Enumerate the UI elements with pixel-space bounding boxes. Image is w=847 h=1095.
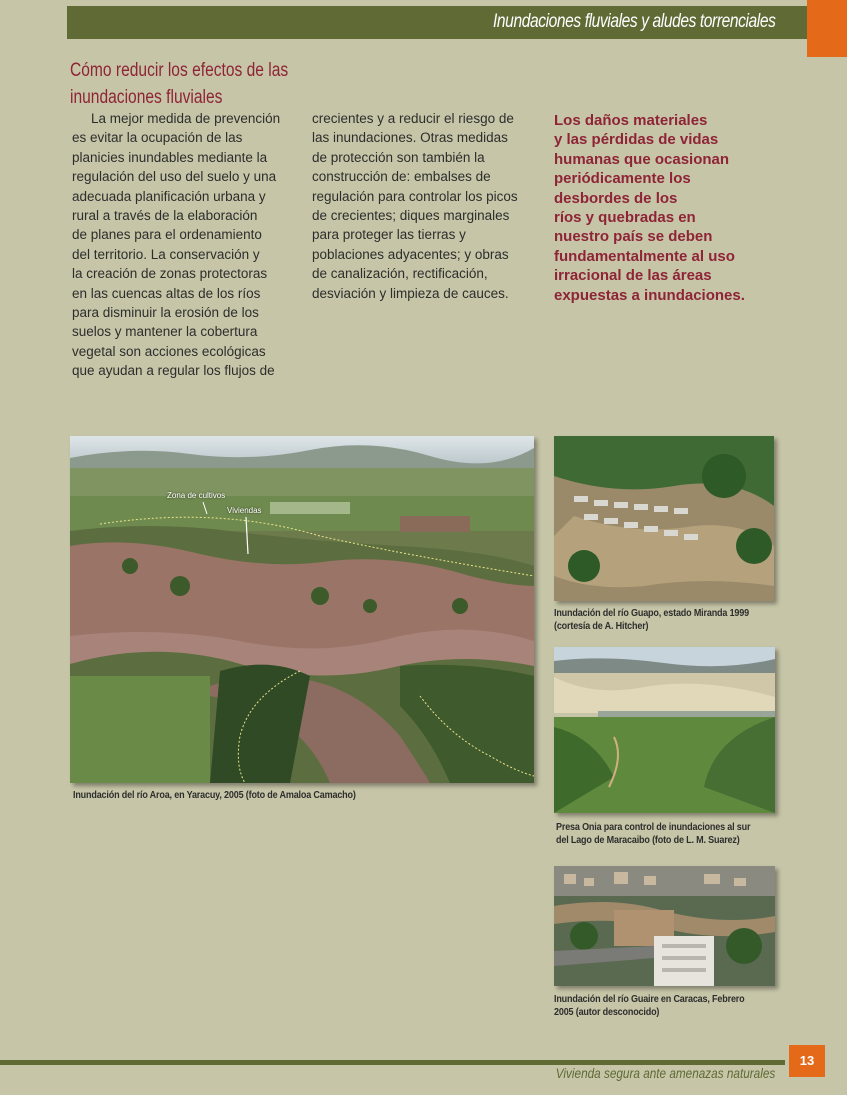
- photo-label-cultivos: Zona de cultivos: [167, 491, 226, 500]
- body-line: La mejor medida de prevención: [91, 111, 281, 126]
- caption-line: del Lago de Maracaibo (foto de L. M. Suarez): [556, 834, 740, 846]
- pull-quote-line: y las pérdidas de vidas: [554, 131, 719, 149]
- body-column-1: [72, 109, 292, 381]
- body-line: suelos y mantener la cobertura: [72, 324, 258, 340]
- pull-quote-line: fundamentalmente al uso: [554, 247, 735, 265]
- section-heading: [70, 57, 316, 111]
- body-line: en las cuencas altas de los ríos: [72, 285, 261, 301]
- caption-line: 2005 (autor desconocido): [554, 1006, 660, 1018]
- body-line: para proteger las tierras y: [312, 227, 466, 243]
- pull-quote-line: humanas que ocasionan: [554, 150, 730, 168]
- photo-label-viviendas: Viviendas: [227, 506, 262, 515]
- caption-line: Inundación del río Guapo, estado Miranda 1999: [554, 607, 749, 619]
- body-line: es evitar la ocupación de las: [72, 130, 243, 146]
- body-line: planicies inundables mediante la: [72, 149, 268, 165]
- section-heading-line: Cómo reducir los efectos de las: [70, 60, 289, 81]
- caption-guapo: [554, 607, 778, 633]
- aerial-flood-image: [554, 436, 774, 601]
- body-line: construcción de: embalses de: [312, 169, 491, 185]
- body-line: la creación de zonas protectoras: [72, 266, 268, 282]
- body-line: vegetal son acciones ecológicas: [72, 343, 266, 359]
- page-number: 13: [789, 1045, 825, 1077]
- body-line: de protección son también la: [312, 149, 485, 165]
- header-title: Inundaciones fluviales y aludes torrenciales: [492, 11, 775, 32]
- pull-quote: [554, 111, 789, 305]
- caption-line: Inundación del río Guaire en Caracas, Febrero: [554, 993, 745, 1005]
- body-line: que ayudan a regular los flujos de: [72, 363, 275, 379]
- urban-flood-image: [554, 866, 775, 986]
- body-line: regulación para controlar los picos: [312, 188, 518, 204]
- caption-line: (cortesía de A. Hitcher): [554, 620, 649, 632]
- photo-aroa-flood: [70, 436, 534, 783]
- pull-quote-line: expuestas a inundaciones.: [554, 286, 745, 304]
- pull-quote-line: desbordes de los: [554, 189, 678, 207]
- header-bar: [67, 6, 807, 39]
- aerial-flood-image: [70, 436, 534, 783]
- section-heading-line: inundaciones fluviales: [70, 87, 223, 108]
- pull-quote-line: irracional de las áreas: [554, 267, 712, 285]
- dam-image: [554, 647, 775, 813]
- body-line: rural a través de la elaboración: [72, 208, 258, 224]
- footer-text: Vivienda segura ante amenazas naturales: [555, 1065, 775, 1081]
- body-line: crecientes y a reducir el riesgo de: [312, 111, 514, 126]
- body-line: de planes para el ordenamiento: [72, 227, 262, 243]
- body-line: de canalización, rectificación,: [312, 266, 488, 282]
- pull-quote-line: nuestro país se deben: [554, 228, 713, 246]
- body-line: para disminuir la erosión de los: [72, 305, 259, 321]
- body-line: adecuada planificación urbana y: [72, 188, 266, 204]
- pull-quote-line: ríos y quebradas en: [554, 209, 696, 227]
- body-column-2: [312, 109, 537, 303]
- photo-onia-dam: [554, 647, 775, 813]
- body-line: del territorio. La conservación y: [72, 246, 260, 262]
- pull-quote-line: Los daños materiales: [554, 112, 708, 129]
- body-line: regulación del uso del suelo y una: [72, 169, 277, 185]
- caption-aroa: Inundación del río Aroa, en Yaracuy, 2005 (foto de Amaloa Camacho): [73, 789, 356, 801]
- caption-line: Presa Onia para control de inundaciones al sur: [556, 821, 751, 833]
- photo-guaire-flood: [554, 866, 775, 986]
- caption-onia: [556, 821, 780, 847]
- caption-guaire: [554, 993, 778, 1019]
- body-line: desviación y limpieza de cauces.: [312, 285, 509, 301]
- body-line: de crecientes; diques marginales: [312, 208, 510, 224]
- orange-corner-tab: [807, 0, 847, 57]
- pull-quote-line: periódicamente los: [554, 170, 691, 188]
- body-line: las inundaciones. Otras medidas: [312, 130, 508, 146]
- body-line: poblaciones adyacentes; y obras: [312, 246, 509, 262]
- photo-guapo-flood: [554, 436, 774, 601]
